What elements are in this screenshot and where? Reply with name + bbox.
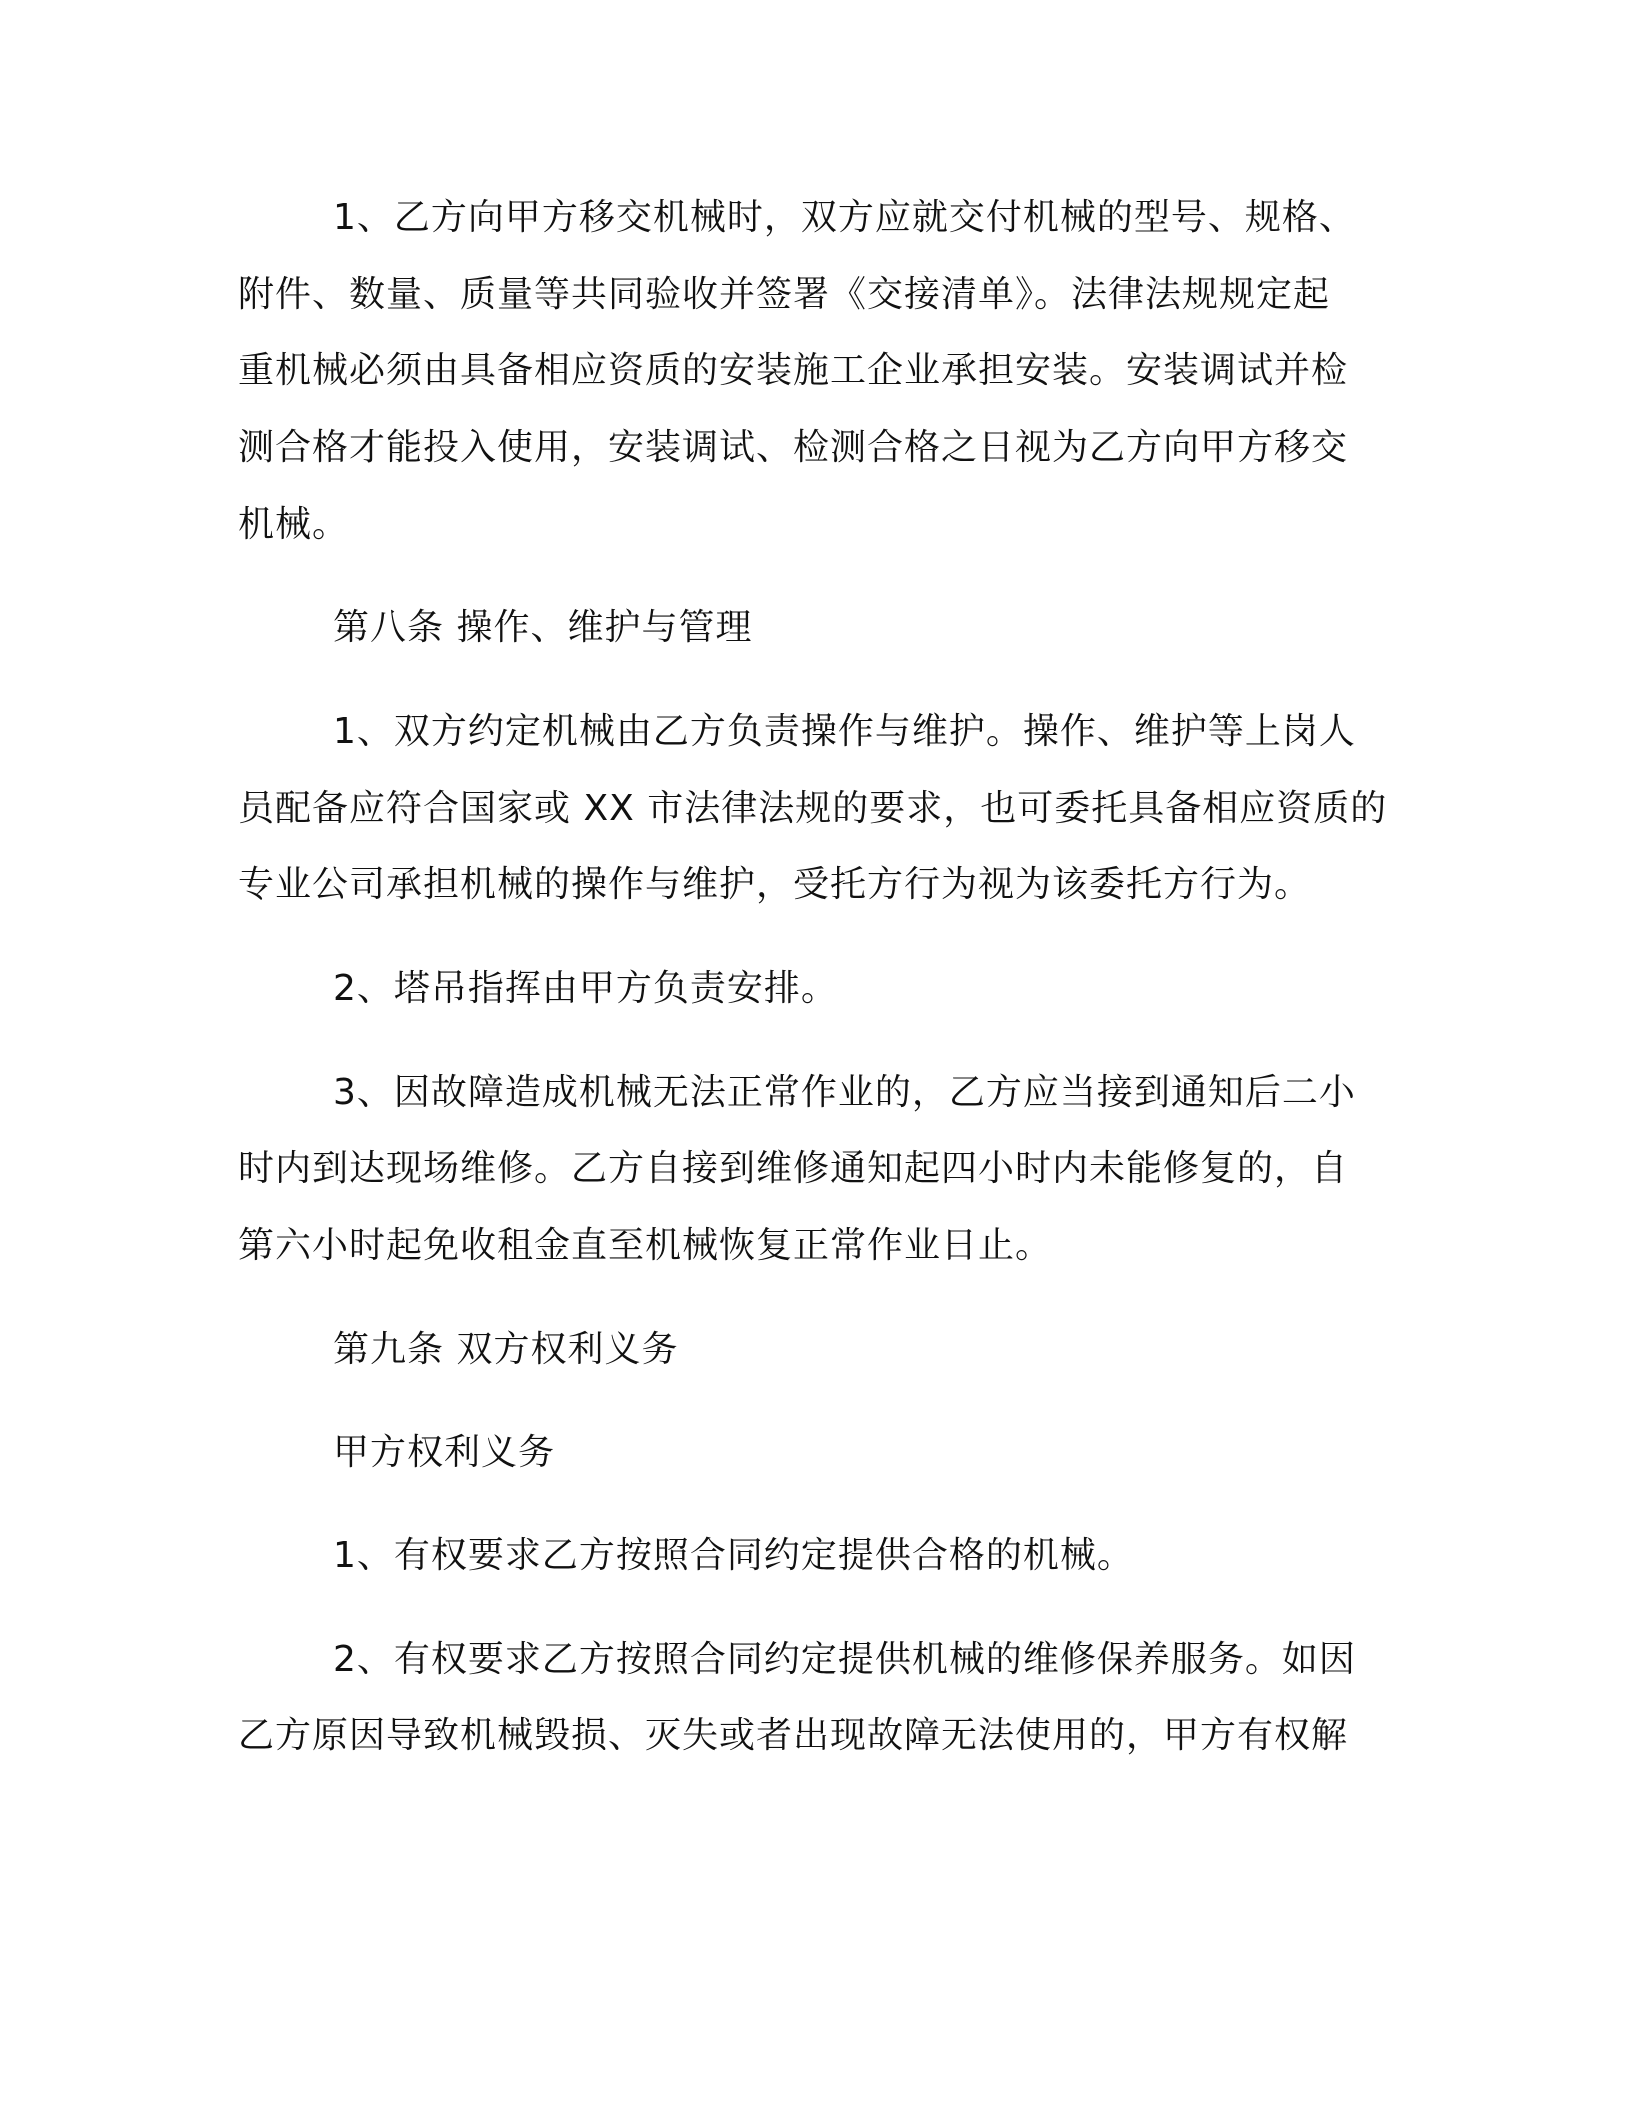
body-text-line: 员配备应符合国家或 XX 市法律法规的要求，也可委托具备相应资质的 bbox=[238, 788, 1388, 829]
body-text-line: 乙方原因导致机械毁损、灭失或者出现故障无法使用的，甲方有权解 bbox=[238, 1715, 1349, 1756]
body-text-line: 2、塔吊指挥由甲方负责安排。 bbox=[333, 968, 838, 1009]
body-text-line: 重机械必须由具备相应资质的安装施工企业承担安装。安装调试并检 bbox=[238, 350, 1349, 391]
body-text-line: 2、有权要求乙方按照合同约定提供机械的维修保养服务。如因 bbox=[333, 1639, 1356, 1680]
body-text-line: 附件、数量、质量等共同验收并签署《交接清单》。法律法规规定起 bbox=[238, 274, 1331, 315]
body-text-line: 3、因故障造成机械无法正常作业的，乙方应当接到通知后二小 bbox=[333, 1072, 1356, 1113]
body-text-line: 专业公司承担机械的操作与维护，受托方行为视为该委托方行为。 bbox=[238, 864, 1312, 905]
body-text-line: 1、乙方向甲方移交机械时，双方应就交付机械的型号、规格、 bbox=[333, 197, 1356, 238]
body-text-line: 测合格才能投入使用，安装调试、检测合格之日视为乙方向甲方移交 bbox=[238, 427, 1349, 468]
body-text-line: 时内到达现场维修。乙方自接到维修通知起四小时内未能修复的，自 bbox=[238, 1148, 1349, 1189]
section-heading: 第八条 操作、维护与管理 bbox=[333, 607, 753, 648]
subsection-heading: 甲方权利义务 bbox=[333, 1432, 556, 1473]
body-text-line: 1、有权要求乙方按照合同约定提供合格的机械。 bbox=[333, 1535, 1134, 1576]
section-heading: 第九条 双方权利义务 bbox=[333, 1329, 679, 1370]
body-text-line: 1、双方约定机械由乙方负责操作与维护。操作、维护等上岗人 bbox=[333, 711, 1356, 752]
body-text-line: 机械。 bbox=[238, 504, 350, 545]
body-text-line: 第六小时起免收租金直至机械恢复正常作业日止。 bbox=[238, 1225, 1053, 1266]
